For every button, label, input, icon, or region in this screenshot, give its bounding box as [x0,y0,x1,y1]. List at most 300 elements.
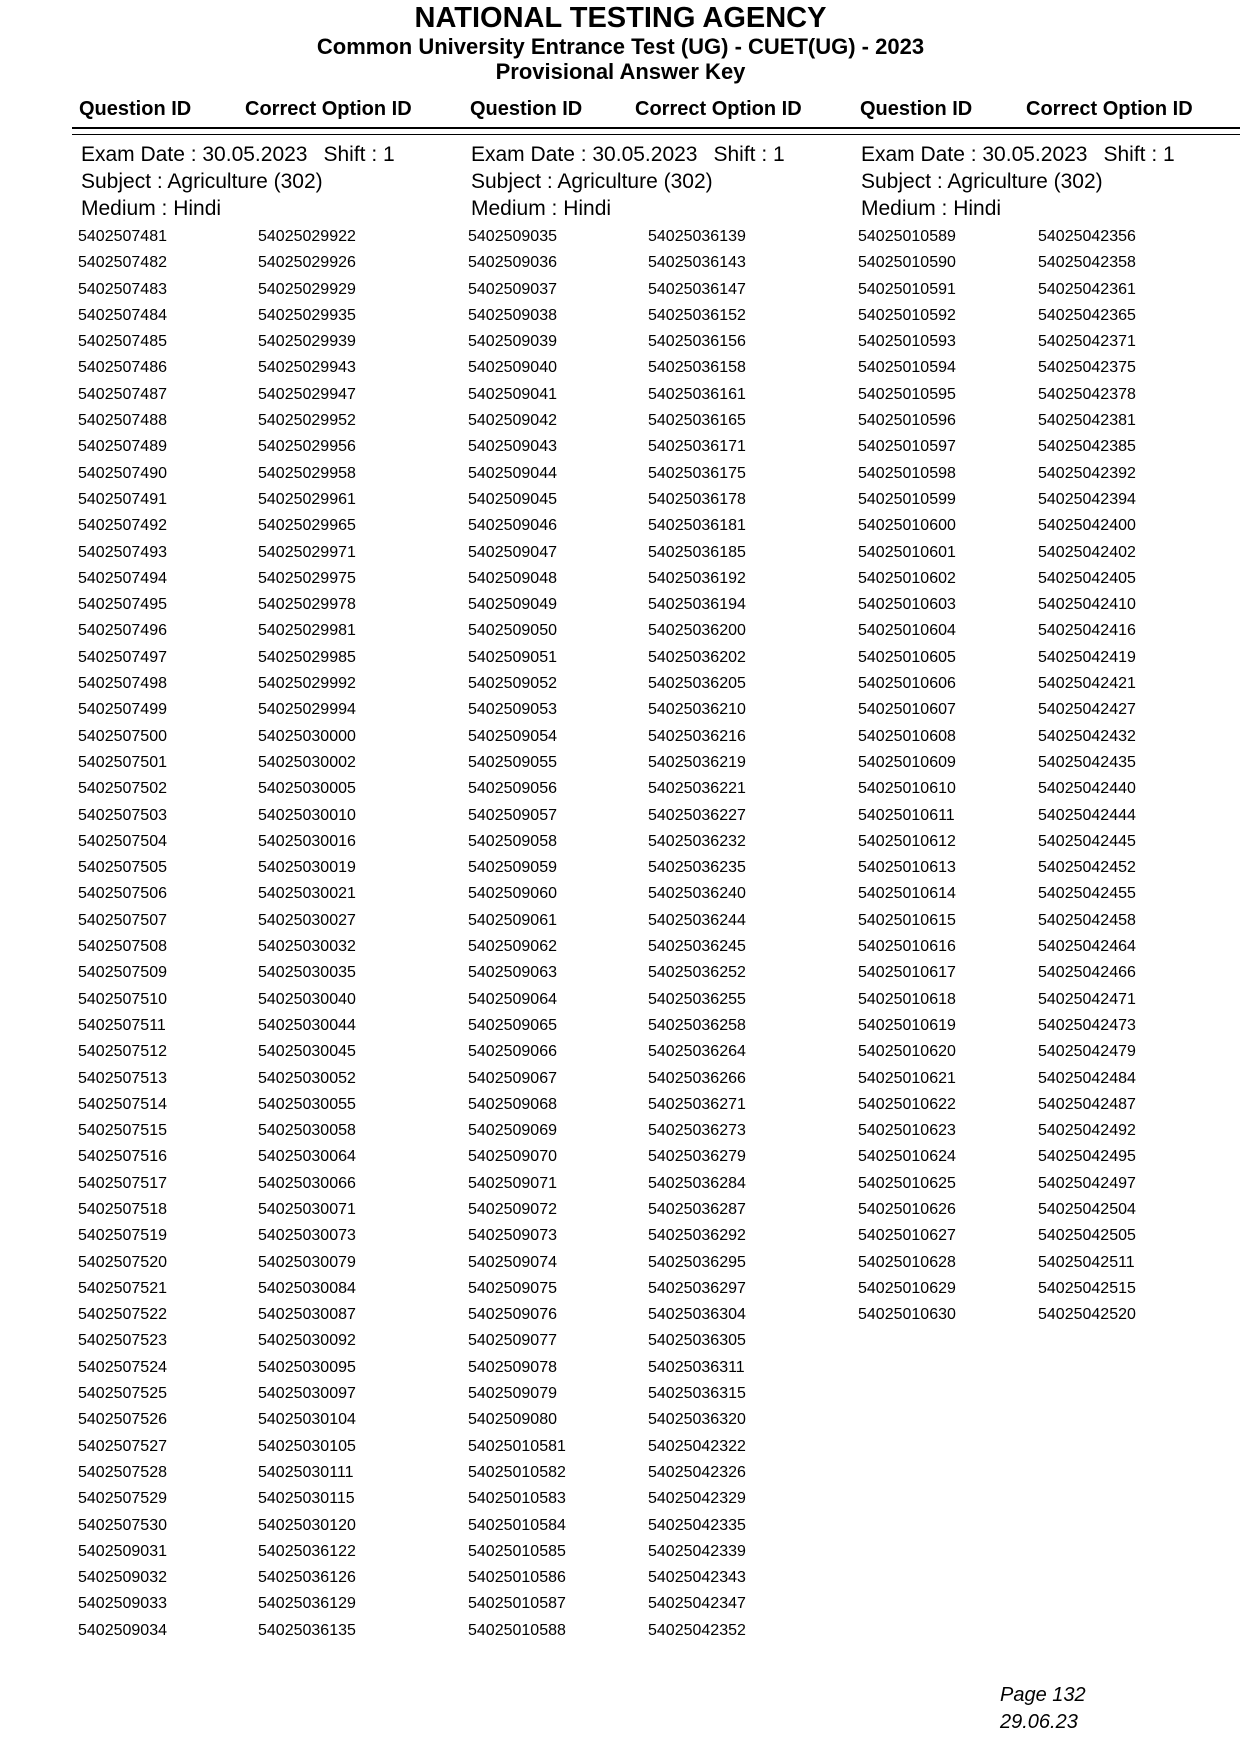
table-row [858,540,1238,566]
table-row [78,1302,458,1328]
question-id: 5402509077 [468,1332,557,1350]
table-row [858,724,1238,750]
table-row [468,540,848,566]
table-row [858,250,1238,276]
table-row [858,1039,1238,1065]
table-row [468,1118,848,1144]
exam-shift: Shift : 1 [713,143,785,166]
correct-option-id: 54025029926 [258,254,356,272]
correct-option-id: 54025030071 [258,1200,356,1218]
correct-option-id: 54025029935 [258,306,356,324]
table-row [858,355,1238,381]
header-question-id-3: Question ID [860,98,973,120]
table-row [468,1407,848,1433]
correct-option-id: 54025030000 [258,727,356,745]
table-row [858,303,1238,329]
table-row [468,881,848,907]
correct-option-id: 54025036279 [648,1148,746,1166]
correct-option-id: 54025036143 [648,254,746,272]
question-id: 54025010581 [468,1437,566,1455]
table-row [858,382,1238,408]
table-row [78,724,458,750]
question-id: 5402509037 [468,280,557,298]
medium: Medium : Hindi [861,197,1002,220]
question-id: 5402507494 [78,569,167,587]
question-id: 5402509065 [468,1016,557,1034]
question-id: 54025010586 [468,1569,566,1587]
correct-option-id: 54025036219 [648,753,746,771]
correct-option-id: 54025042405 [1038,569,1136,587]
correct-option-id: 54025036122 [258,1542,356,1560]
question-id: 5402509064 [468,990,557,1008]
table-row [468,1618,848,1644]
answer-list [468,224,848,1644]
question-id: 54025010604 [858,622,956,640]
correct-option-id: 54025029992 [258,675,356,693]
correct-option-id: 54025029947 [258,385,356,403]
table-row [468,1460,848,1486]
table-row [468,566,848,592]
table-row [78,1434,458,1460]
question-id: 5402507489 [78,438,167,456]
table-row [468,382,848,408]
table-row [468,960,848,986]
table-row [468,1092,848,1118]
correct-option-id: 54025036284 [648,1174,746,1192]
correct-option-id: 54025042505 [1038,1227,1136,1245]
question-id: 54025010628 [858,1253,956,1271]
table-row [858,908,1238,934]
question-id: 5402509073 [468,1227,557,1245]
question-id: 5402507528 [78,1463,167,1481]
question-id: 54025010607 [858,701,956,719]
correct-option-id: 54025036156 [648,333,746,351]
table-row [858,408,1238,434]
correct-option-id: 54025030095 [258,1358,356,1376]
table-row [468,618,848,644]
table-row [78,1381,458,1407]
correct-option-id: 54025042464 [1038,938,1136,956]
question-id: 5402507500 [78,727,167,745]
table-row [78,1118,458,1144]
correct-option-id: 54025036210 [648,701,746,719]
question-id: 5402507523 [78,1332,167,1350]
question-id: 5402507493 [78,543,167,561]
table-row [858,1171,1238,1197]
question-id: 5402509072 [468,1200,557,1218]
question-id: 5402509068 [468,1095,557,1113]
subject: Subject : Agriculture (302) [81,170,323,193]
question-id: 54025010606 [858,675,956,693]
table-row [78,250,458,276]
correct-option-id: 54025036244 [648,911,746,929]
table-row [78,1539,458,1565]
correct-option-id: 54025036152 [648,306,746,324]
question-id: 54025010592 [858,306,956,324]
exam-date: Exam Date : 30.05.2023 [81,143,308,166]
correct-option-id: 54025042484 [1038,1069,1136,1087]
correct-option-id: 54025036202 [648,648,746,666]
table-row [858,461,1238,487]
question-id: 5402509039 [468,333,557,351]
answer-list [78,224,458,1644]
table-row [468,645,848,671]
table-row [78,513,458,539]
correct-option-id: 54025030064 [258,1148,356,1166]
correct-option-id: 54025036255 [648,990,746,1008]
question-id: 5402507492 [78,517,167,535]
question-id: 5402509032 [78,1569,167,1587]
correct-option-id: 54025029956 [258,438,356,456]
question-id: 54025010629 [858,1279,956,1297]
correct-option-id: 54025029939 [258,333,356,351]
table-row [468,1144,848,1170]
correct-option-id: 54025042347 [648,1595,746,1613]
table-row [78,566,458,592]
correct-option-id: 54025042445 [1038,832,1136,850]
table-row [858,855,1238,881]
correct-option-id: 54025036126 [258,1569,356,1587]
correct-option-id: 54025042440 [1038,780,1136,798]
correct-option-id: 54025036139 [648,228,746,245]
table-row [78,1039,458,1065]
question-id: 54025010597 [858,438,956,456]
correct-option-id: 54025030079 [258,1253,356,1271]
correct-option-id: 54025042416 [1038,622,1136,640]
question-id: 54025010624 [858,1148,956,1166]
table-row [78,329,458,355]
correct-option-id: 54025042343 [648,1569,746,1587]
question-id: 54025010626 [858,1200,956,1218]
question-id: 5402507522 [78,1306,167,1324]
table-row [78,1486,458,1512]
question-id: 54025010608 [858,727,956,745]
correct-option-id: 54025036273 [648,1122,746,1140]
table-row [78,1565,458,1591]
correct-option-id: 54025030092 [258,1332,356,1350]
question-id: 5402509059 [468,859,557,877]
question-id: 54025010617 [858,964,956,982]
header-rule [72,127,1240,129]
correct-option-id: 54025042479 [1038,1043,1136,1061]
correct-option-id: 54025029961 [258,490,356,508]
question-id: 5402507524 [78,1358,167,1376]
correct-option-id: 54025042335 [648,1516,746,1534]
table-row [78,1276,458,1302]
correct-option-id: 54025036178 [648,490,746,508]
question-id: 54025010582 [468,1463,566,1481]
table-row [468,1381,848,1407]
correct-option-id: 54025029971 [258,543,356,561]
question-id: 54025010603 [858,596,956,614]
correct-option-id: 54025030032 [258,938,356,956]
header-correct-option-id-1: Correct Option ID [245,98,412,120]
question-id: 5402509043 [468,438,557,456]
table-row [858,1144,1238,1170]
correct-option-id: 54025042356 [1038,228,1136,245]
question-id: 5402509058 [468,832,557,850]
question-id: 5402509055 [468,753,557,771]
question-id: 54025010600 [858,517,956,535]
table-row [78,960,458,986]
question-id: 54025010585 [468,1542,566,1560]
question-id: 5402509050 [468,622,557,640]
table-row [858,566,1238,592]
table-row [78,1144,458,1170]
page-subtitle-2: Provisional Answer Key [495,59,746,84]
correct-option-id: 54025030019 [258,859,356,877]
table-row [78,776,458,802]
question-id: 5402507514 [78,1095,167,1113]
correct-option-id: 54025036227 [648,806,746,824]
question-id: 5402507502 [78,780,167,798]
question-id: 54025010622 [858,1095,956,1113]
question-id: 5402509063 [468,964,557,982]
question-id: 54025010623 [858,1122,956,1140]
correct-option-id: 54025042358 [1038,254,1136,272]
correct-option-id: 54025030027 [258,911,356,929]
table-row [78,1171,458,1197]
table-row [468,355,848,381]
correct-option-id: 54025042421 [1038,675,1136,693]
question-id: 54025010590 [858,254,956,272]
correct-option-id: 54025036192 [648,569,746,587]
correct-option-id: 54025030052 [258,1069,356,1087]
table-row [468,1565,848,1591]
table-row [858,434,1238,460]
question-id: 5402509044 [468,464,557,482]
table-row [468,1066,848,1092]
question-id: 5402507529 [78,1490,167,1508]
correct-option-id: 54025029965 [258,517,356,535]
correct-option-id: 54025030058 [258,1122,356,1140]
correct-option-id: 54025030073 [258,1227,356,1245]
question-id: 5402507483 [78,280,167,298]
correct-option-id: 54025042435 [1038,753,1136,771]
correct-option-id: 54025036200 [648,622,746,640]
correct-option-id: 54025042444 [1038,806,1136,824]
correct-option-id: 54025036245 [648,938,746,956]
table-row [78,1460,458,1486]
question-id: 5402509038 [468,306,557,324]
table-row [858,1118,1238,1144]
question-id: 5402507486 [78,359,167,377]
question-id: 5402509078 [468,1358,557,1376]
correct-option-id: 54025030045 [258,1043,356,1061]
table-row [468,408,848,434]
correct-option-id: 54025036292 [648,1227,746,1245]
table-row [468,592,848,618]
correct-option-id: 54025036304 [648,1306,746,1324]
question-id: 5402507499 [78,701,167,719]
table-row [78,224,458,250]
table-row [468,1486,848,1512]
table-row [858,513,1238,539]
correct-option-id: 54025042419 [1038,648,1136,666]
header-question-id-1: Question ID [79,98,192,120]
correct-option-id: 54025030021 [258,885,356,903]
table-row [858,487,1238,513]
question-id: 5402507482 [78,254,167,272]
table-row [858,697,1238,723]
correct-option-id: 54025036240 [648,885,746,903]
correct-option-id: 54025036185 [648,543,746,561]
exam-date: Exam Date : 30.05.2023 [861,143,1088,166]
question-id: 5402509041 [468,385,557,403]
table-row [78,1328,458,1354]
question-id: 5402509060 [468,885,557,903]
question-id: 5402507488 [78,412,167,430]
table-row [78,934,458,960]
table-row [78,1066,458,1092]
table-row [858,1066,1238,1092]
table-row [468,750,848,776]
table-row [78,382,458,408]
question-id: 5402509079 [468,1385,557,1403]
question-id: 54025010609 [858,753,956,771]
table-row [468,1591,848,1617]
table-row [78,829,458,855]
table-row [468,277,848,303]
correct-option-id: 54025036271 [648,1095,746,1113]
table-row [78,1092,458,1118]
table-row [858,829,1238,855]
correct-option-id: 54025042375 [1038,359,1136,377]
question-id: 5402509052 [468,675,557,693]
correct-option-id: 54025042492 [1038,1122,1136,1140]
question-id: 54025010621 [858,1069,956,1087]
question-id: 54025010589 [858,228,956,245]
question-id: 5402509056 [468,780,557,798]
question-id: 5402507530 [78,1516,167,1534]
header-correct-option-id-3: Correct Option ID [1026,98,1193,120]
question-id: 5402507497 [78,648,167,666]
question-id: 5402509070 [468,1148,557,1166]
table-row [78,855,458,881]
question-id: 5402509042 [468,412,557,430]
question-id: 5402507510 [78,990,167,1008]
question-id: 5402509035 [468,228,557,245]
table-row [858,960,1238,986]
question-id: 5402509069 [468,1122,557,1140]
correct-option-id: 54025029985 [258,648,356,666]
correct-option-id: 54025036194 [648,596,746,614]
correct-option-id: 54025042473 [1038,1016,1136,1034]
table-row [858,329,1238,355]
answer-column [78,141,441,1639]
question-id: 5402507491 [78,490,167,508]
correct-option-id: 54025036305 [648,1332,746,1350]
medium: Medium : Hindi [471,197,612,220]
correct-option-id: 54025042329 [648,1490,746,1508]
correct-option-id: 54025036266 [648,1069,746,1087]
correct-option-id: 54025030040 [258,990,356,1008]
correct-option-id: 54025036320 [648,1411,746,1429]
table-row [858,776,1238,802]
table-row [468,1197,848,1223]
correct-option-id: 54025029943 [258,359,356,377]
question-id: 5402509057 [468,806,557,824]
page-number: Page 132 [1000,1684,1086,1706]
correct-option-id: 54025030010 [258,806,356,824]
question-id: 5402507501 [78,753,167,771]
table-row [468,776,848,802]
exam-shift: Shift : 1 [323,143,395,166]
correct-option-id: 54025042520 [1038,1306,1136,1324]
question-id: 5402507508 [78,938,167,956]
table-row [78,881,458,907]
correct-option-id: 54025036315 [648,1385,746,1403]
table-row [858,987,1238,1013]
table-row [78,803,458,829]
question-id: 5402509048 [468,569,557,587]
correct-option-id: 54025042410 [1038,596,1136,614]
correct-option-id: 54025030066 [258,1174,356,1192]
table-row [468,908,848,934]
question-id: 54025010612 [858,832,956,850]
table-row [78,618,458,644]
table-row [78,408,458,434]
question-id: 5402507481 [78,228,167,245]
correct-option-id: 54025036161 [648,385,746,403]
answer-column [858,141,1221,1324]
table-row [468,250,848,276]
question-id: 5402507498 [78,675,167,693]
correct-option-id: 54025036129 [258,1595,356,1613]
table-row [468,1250,848,1276]
table-row [78,1013,458,1039]
correct-option-id: 54025036295 [648,1253,746,1271]
question-id: 54025010620 [858,1043,956,1061]
question-id: 5402509061 [468,911,557,929]
question-id: 5402509046 [468,517,557,535]
table-row [468,1434,848,1460]
question-id: 5402509031 [78,1542,167,1560]
correct-option-id: 54025030111 [258,1463,354,1481]
question-id: 54025010613 [858,859,956,877]
table-row [468,1013,848,1039]
correct-option-id: 54025042392 [1038,464,1136,482]
question-id: 5402507517 [78,1174,167,1192]
correct-option-id: 54025042339 [648,1542,746,1560]
table-row [78,1223,458,1249]
question-id: 5402507507 [78,911,167,929]
table-row [858,934,1238,960]
question-id: 54025010614 [858,885,956,903]
question-id: 54025010595 [858,385,956,403]
table-row [858,881,1238,907]
question-id: 5402509051 [468,648,557,666]
correct-option-id: 54025036287 [648,1200,746,1218]
correct-option-id: 54025036258 [648,1016,746,1034]
correct-option-id: 54025030097 [258,1385,356,1403]
question-id: 5402507512 [78,1043,167,1061]
correct-option-id: 54025042471 [1038,990,1136,1008]
table-row [858,671,1238,697]
question-id: 5402507521 [78,1279,167,1297]
question-id: 54025010584 [468,1516,566,1534]
correct-option-id: 54025036297 [648,1279,746,1297]
question-id: 5402509067 [468,1069,557,1087]
table-row [78,487,458,513]
table-row [858,645,1238,671]
table-row [78,1618,458,1644]
table-row [468,1513,848,1539]
table-row [78,1250,458,1276]
correct-option-id: 54025042402 [1038,543,1136,561]
question-id: 5402509071 [468,1174,557,1192]
question-id: 5402507519 [78,1227,167,1245]
